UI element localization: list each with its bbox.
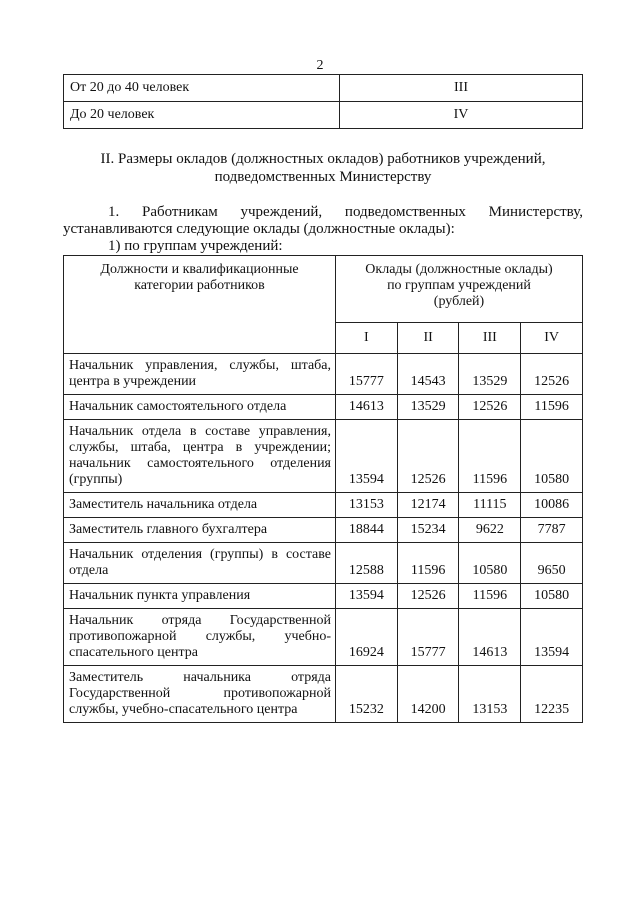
table-row <box>64 420 583 493</box>
paragraph <box>63 204 583 238</box>
salary-cell: 9622 <box>459 518 521 543</box>
salary-table <box>63 255 583 723</box>
header-line: по группам учреждений <box>387 278 531 293</box>
group-header: I <box>336 323 398 354</box>
table-row <box>64 584 583 609</box>
table-row <box>64 395 583 420</box>
position-cell: Начальник пункта управления <box>64 584 336 609</box>
position-cell: Заместитель начальника отдела <box>64 493 336 518</box>
salary-cell: 12174 <box>397 493 459 518</box>
salary-cell: 13594 <box>521 609 583 666</box>
salary-cell: 13529 <box>397 395 459 420</box>
criteria-label: От 20 до 40 человек <box>64 75 340 102</box>
salary-cell: 15777 <box>397 609 459 666</box>
salary-cell: 11596 <box>397 543 459 584</box>
salary-cell: 14200 <box>397 666 459 723</box>
salary-rows <box>64 354 583 723</box>
table-row <box>64 75 583 102</box>
salary-cell: 13529 <box>459 354 521 395</box>
salary-cell: 10580 <box>459 543 521 584</box>
table-row <box>64 493 583 518</box>
header-line: категории работников <box>134 278 265 293</box>
position-cell: Начальник самостоятельного отдела <box>64 395 336 420</box>
group-value: IV <box>340 102 583 129</box>
salary-cell: 16924 <box>336 609 398 666</box>
salary-header <box>336 256 583 323</box>
salary-cell: 18844 <box>336 518 398 543</box>
salary-cell: 14613 <box>459 609 521 666</box>
salary-cell: 12526 <box>521 354 583 395</box>
table-row <box>64 609 583 666</box>
salary-cell: 13594 <box>336 584 398 609</box>
salary-cell: 10086 <box>521 493 583 518</box>
header-line: Оклады (должностные оклады) <box>365 262 553 277</box>
salary-cell: 12526 <box>397 420 459 493</box>
position-cell: Начальник управления, службы, штаба, центра в учреждении <box>64 354 336 395</box>
header-row <box>64 256 583 323</box>
position-cell: Заместитель начальника отряда Государственной противопожарной службы, учебно-спасательного центра <box>64 666 336 723</box>
page-number: 2 <box>316 58 324 73</box>
position-header <box>64 256 336 354</box>
salary-cell: 13153 <box>336 493 398 518</box>
salary-cell: 12235 <box>521 666 583 723</box>
salary-cell: 14543 <box>397 354 459 395</box>
table-row <box>64 354 583 395</box>
salary-cell: 15234 <box>397 518 459 543</box>
group-header: III <box>459 323 521 354</box>
table-row <box>64 102 583 129</box>
salary-cell: 11115 <box>459 493 521 518</box>
criteria-label: До 20 человек <box>64 102 340 129</box>
group-criteria-table <box>63 74 583 129</box>
salary-cell: 11596 <box>459 584 521 609</box>
position-cell: Заместитель главного бухгалтера <box>64 518 336 543</box>
salary-cell: 10580 <box>521 584 583 609</box>
salary-cell: 13594 <box>336 420 398 493</box>
salary-cell: 15232 <box>336 666 398 723</box>
salary-cell: 12526 <box>397 584 459 609</box>
table-row <box>64 666 583 723</box>
position-cell: Начальник отдела в составе управления, службы, штаба, центра в учреждении; начальник самостоятельного отделения (группы) <box>64 420 336 493</box>
salary-cell: 12588 <box>336 543 398 584</box>
table-row <box>64 518 583 543</box>
salary-cell: 11596 <box>521 395 583 420</box>
header-line: (рублей) <box>433 294 485 309</box>
header-line: Должности и квалификационные <box>100 262 299 277</box>
paragraph-line: устанавливаются следующие оклады (должностные оклады): <box>63 221 455 237</box>
section-heading <box>63 150 583 186</box>
section-heading-line: II. Размеры окладов (должностных окладов) работников учреждений, <box>100 151 546 167</box>
salary-cell: 7787 <box>521 518 583 543</box>
group-header: IV <box>521 323 583 354</box>
position-cell: Начальник отряда Государственной противопожарной службы, учебно-спасательного центра <box>64 609 336 666</box>
salary-cell: 11596 <box>459 420 521 493</box>
salary-cell: 9650 <box>521 543 583 584</box>
table-row <box>64 543 583 584</box>
position-cell: Начальник отделения (группы) в составе отдела <box>64 543 336 584</box>
salary-cell: 12526 <box>459 395 521 420</box>
salary-cell: 13153 <box>459 666 521 723</box>
group-value: III <box>340 75 583 102</box>
subheading: 1) по группам учреждений: <box>108 238 283 254</box>
salary-cell: 14613 <box>336 395 398 420</box>
section-heading-line: подведомственных Министерству <box>214 169 432 185</box>
salary-cell: 10580 <box>521 420 583 493</box>
salary-cell: 15777 <box>336 354 398 395</box>
group-header: II <box>397 323 459 354</box>
paragraph-line: 1. Работникам учреждений, подведомственных Министерству, <box>108 204 583 220</box>
